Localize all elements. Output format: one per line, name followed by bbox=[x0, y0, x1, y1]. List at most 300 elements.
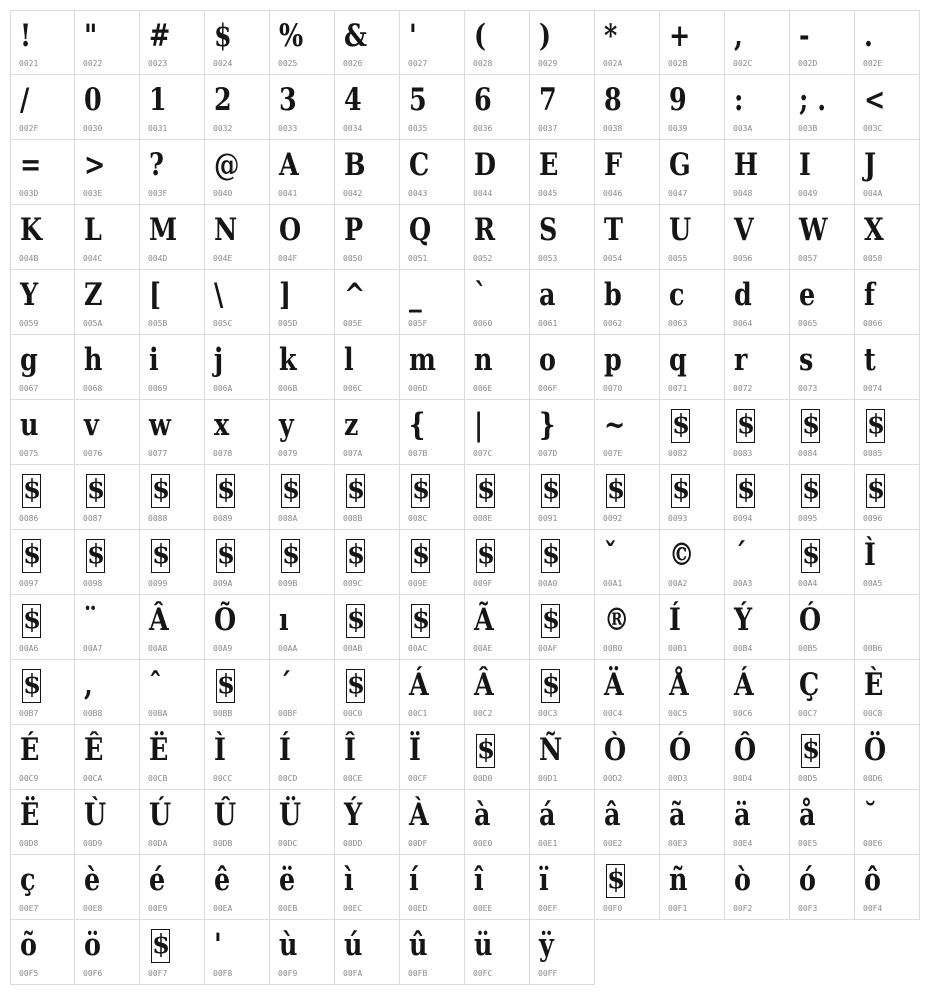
glyph-cell bbox=[595, 205, 660, 270]
glyph-char: è bbox=[84, 862, 101, 898]
glyph-char: , bbox=[84, 667, 93, 703]
glyph-char: $ bbox=[214, 18, 232, 54]
missing-glyph-box: $ bbox=[151, 474, 170, 508]
glyph-cell bbox=[660, 335, 725, 400]
glyph-code: 003C bbox=[863, 124, 883, 133]
glyph-cell bbox=[465, 335, 530, 400]
glyph-code: 008B bbox=[343, 514, 363, 523]
glyph-code: 00C3 bbox=[538, 709, 558, 718]
glyph-code: 004F bbox=[278, 254, 298, 263]
glyph-char: p bbox=[604, 342, 622, 378]
glyph-cell bbox=[595, 270, 660, 335]
glyph-code: 00A9 bbox=[213, 644, 233, 653]
glyph-code: 00F7 bbox=[148, 969, 168, 978]
glyph-cell bbox=[400, 530, 465, 595]
glyph-char: Y bbox=[20, 277, 39, 313]
glyph-cell bbox=[855, 10, 920, 75]
glyph-char: c bbox=[669, 277, 685, 313]
glyph-cell bbox=[75, 205, 140, 270]
glyph-cell bbox=[10, 595, 75, 660]
glyph-cell bbox=[530, 660, 595, 725]
glyph-cell bbox=[530, 920, 595, 985]
glyph-cell bbox=[790, 140, 855, 205]
glyph-cell bbox=[660, 595, 725, 660]
glyph-code: 007B bbox=[408, 449, 428, 458]
glyph-char: õ bbox=[20, 927, 37, 963]
glyph-code: 0023 bbox=[148, 59, 168, 68]
glyph-cell bbox=[400, 465, 465, 530]
glyph-code: 009C bbox=[343, 579, 363, 588]
glyph-char: 6 bbox=[474, 82, 492, 118]
glyph-cell bbox=[75, 465, 140, 530]
glyph-code: 0093 bbox=[668, 514, 688, 523]
glyph-cell bbox=[530, 465, 595, 530]
glyph-cell bbox=[140, 920, 205, 985]
glyph-cell bbox=[270, 855, 335, 920]
missing-glyph-box: $ bbox=[541, 474, 560, 508]
glyph-cell bbox=[595, 335, 660, 400]
missing-glyph-box: $ bbox=[801, 409, 820, 443]
glyph-char: V bbox=[734, 212, 754, 248]
glyph-code: 008A bbox=[278, 514, 298, 523]
glyph-code: 0063 bbox=[668, 319, 688, 328]
glyph-char: A bbox=[279, 147, 299, 183]
glyph-cell bbox=[660, 205, 725, 270]
glyph-char: â bbox=[604, 797, 621, 833]
glyph-code: 005F bbox=[408, 319, 428, 328]
glyph-code: 0086 bbox=[19, 514, 39, 523]
glyph-code: 0065 bbox=[798, 319, 818, 328]
glyph-char: 9 bbox=[669, 82, 687, 118]
glyph-char: 7 bbox=[539, 82, 557, 118]
glyph-cell bbox=[270, 920, 335, 985]
missing-glyph-box: $ bbox=[866, 409, 885, 443]
glyph-cell bbox=[725, 855, 790, 920]
glyph-char: y bbox=[279, 407, 294, 443]
glyph-cell bbox=[335, 10, 400, 75]
glyph-cell bbox=[140, 725, 205, 790]
glyph-code: 0098 bbox=[83, 579, 103, 588]
glyph-char: ö bbox=[84, 927, 101, 963]
glyph-char: D bbox=[474, 147, 497, 183]
glyph-code: 00EF bbox=[538, 904, 558, 913]
glyph-cell bbox=[725, 595, 790, 660]
glyph-code: 0034 bbox=[343, 124, 363, 133]
glyph-code: 00F4 bbox=[863, 904, 883, 913]
glyph-char: F bbox=[604, 147, 623, 183]
glyph-code: 004A bbox=[863, 189, 883, 198]
glyph-char: f bbox=[864, 277, 875, 313]
glyph-cell bbox=[270, 660, 335, 725]
glyph-char: - bbox=[799, 18, 810, 54]
glyph-code: 0035 bbox=[408, 124, 428, 133]
glyph-char: Â bbox=[474, 667, 494, 703]
glyph-code: 00F8 bbox=[213, 969, 233, 978]
glyph-cell bbox=[465, 725, 530, 790]
glyph-char: k bbox=[279, 342, 297, 378]
glyph-char: U bbox=[669, 212, 692, 248]
glyph-code: 00DF bbox=[408, 839, 428, 848]
glyph-cell bbox=[400, 725, 465, 790]
glyph-cell bbox=[725, 335, 790, 400]
glyph-cell bbox=[660, 75, 725, 140]
glyph-code: 00D2 bbox=[603, 774, 623, 783]
glyph-char: û bbox=[409, 927, 428, 963]
glyph-char: P bbox=[344, 212, 364, 248]
glyph-char: % bbox=[279, 18, 304, 54]
glyph-code: 0054 bbox=[603, 254, 623, 263]
glyph-cell bbox=[660, 465, 725, 530]
missing-glyph-box: $ bbox=[606, 474, 625, 508]
glyph-code: 00E6 bbox=[863, 839, 883, 848]
glyph-cell bbox=[595, 790, 660, 855]
glyph-cell bbox=[335, 75, 400, 140]
glyph-char: M bbox=[149, 212, 178, 248]
glyph-code: 00FF bbox=[538, 969, 558, 978]
glyph-char: > bbox=[84, 147, 106, 183]
glyph-char: ( bbox=[474, 18, 487, 54]
glyph-char: Á bbox=[734, 667, 754, 703]
missing-glyph-box: $ bbox=[281, 539, 300, 573]
glyph-cell bbox=[465, 595, 530, 660]
glyph-cell bbox=[75, 335, 140, 400]
glyph-char: W bbox=[799, 212, 828, 248]
glyph-code: 00A5 bbox=[863, 579, 883, 588]
glyph-code: 00C2 bbox=[473, 709, 493, 718]
glyph-char: m bbox=[409, 342, 436, 378]
glyph-cell bbox=[270, 595, 335, 660]
glyph-code: 00AA bbox=[278, 644, 298, 653]
glyph-cell bbox=[205, 790, 270, 855]
glyph-code: 00B0 bbox=[603, 644, 623, 653]
glyph-cell bbox=[530, 335, 595, 400]
glyph-code: 0042 bbox=[343, 189, 363, 198]
glyph-code: 0075 bbox=[19, 449, 39, 458]
glyph-code: 00F1 bbox=[668, 904, 688, 913]
glyph-cell bbox=[465, 920, 530, 985]
glyph-code: 0084 bbox=[798, 449, 818, 458]
glyph-code: 00B7 bbox=[19, 709, 39, 718]
glyph-cell bbox=[595, 75, 660, 140]
glyph-code: 0044 bbox=[473, 189, 493, 198]
glyph-cell bbox=[205, 10, 270, 75]
glyph-cell bbox=[400, 855, 465, 920]
glyph-cell bbox=[10, 75, 75, 140]
glyph-code: 00D4 bbox=[733, 774, 753, 783]
glyph-code: 0056 bbox=[733, 254, 753, 263]
glyph-cell bbox=[530, 140, 595, 205]
missing-glyph-box: $ bbox=[22, 474, 41, 508]
glyph-char: ü bbox=[474, 927, 493, 963]
glyph-char: ÿ bbox=[539, 927, 554, 963]
glyph-cell bbox=[205, 400, 270, 465]
missing-glyph-box: $ bbox=[736, 474, 755, 508]
missing-glyph-box: $ bbox=[346, 669, 365, 703]
glyph-code: 00E0 bbox=[473, 839, 493, 848]
glyph-char: C bbox=[409, 147, 430, 183]
glyph-code: 00B8 bbox=[83, 709, 103, 718]
glyph-char: l bbox=[344, 342, 354, 378]
glyph-code: 003E bbox=[83, 189, 103, 198]
glyph-cell bbox=[595, 725, 660, 790]
glyph-char: á bbox=[539, 797, 556, 833]
glyph-code: 00BA bbox=[148, 709, 168, 718]
glyph-code: 0032 bbox=[213, 124, 233, 133]
glyph-char: ı bbox=[279, 602, 289, 638]
glyph-cell bbox=[465, 140, 530, 205]
glyph-cell bbox=[465, 270, 530, 335]
glyph-char: ó bbox=[799, 862, 816, 898]
glyph-char: ' bbox=[214, 927, 222, 963]
glyph-code: 0055 bbox=[668, 254, 688, 263]
glyph-code: 00DB bbox=[213, 839, 233, 848]
glyph-char: ® bbox=[604, 602, 630, 638]
glyph-code: 009B bbox=[278, 579, 298, 588]
glyph-char: B bbox=[344, 147, 366, 183]
missing-glyph-box: $ bbox=[736, 409, 755, 443]
glyph-cell bbox=[335, 400, 400, 465]
glyph-code: 0060 bbox=[473, 319, 493, 328]
glyph-cell bbox=[790, 400, 855, 465]
glyph-code: 0061 bbox=[538, 319, 558, 328]
glyph-cell bbox=[75, 790, 140, 855]
glyph-code: 009A bbox=[213, 579, 233, 588]
glyph-cell bbox=[10, 400, 75, 465]
glyph-char: È bbox=[864, 667, 884, 703]
glyph-code: 004D bbox=[148, 254, 168, 263]
glyph-cell bbox=[725, 75, 790, 140]
glyph-char: ì bbox=[344, 862, 354, 898]
glyph-char: i bbox=[149, 342, 159, 378]
glyph-code: 007A bbox=[343, 449, 363, 458]
glyph-cell bbox=[75, 75, 140, 140]
glyph-cell bbox=[140, 140, 205, 205]
glyph-code: 006D bbox=[408, 384, 428, 393]
glyph-cell bbox=[660, 270, 725, 335]
glyph-cell bbox=[855, 465, 920, 530]
glyph-code: 0048 bbox=[733, 189, 753, 198]
glyph-char: * bbox=[604, 18, 618, 54]
glyph-char: ! bbox=[20, 18, 32, 54]
glyph-char: \ bbox=[214, 277, 224, 313]
glyph-code: 006C bbox=[343, 384, 363, 393]
glyph-char: ~ bbox=[604, 407, 626, 443]
glyph-char: ˇ bbox=[604, 537, 617, 573]
glyph-cell bbox=[725, 400, 790, 465]
glyph-code: 0036 bbox=[473, 124, 493, 133]
glyph-cell bbox=[595, 10, 660, 75]
glyph-code: 0083 bbox=[733, 449, 753, 458]
glyph-cell bbox=[400, 75, 465, 140]
glyph-cell bbox=[725, 790, 790, 855]
glyph-cell bbox=[465, 855, 530, 920]
glyph-char: ã bbox=[669, 797, 686, 833]
glyph-code: 0068 bbox=[83, 384, 103, 393]
glyph-char: 5 bbox=[409, 82, 427, 118]
glyph-cell bbox=[725, 10, 790, 75]
glyph-cell bbox=[855, 75, 920, 140]
glyph-code: 00DD bbox=[343, 839, 363, 848]
glyph-char: å bbox=[799, 797, 816, 833]
glyph-code: 00D5 bbox=[798, 774, 818, 783]
glyph-code: 00F3 bbox=[798, 904, 818, 913]
glyph-char: ˘ bbox=[864, 797, 877, 833]
glyph-code: 00A4 bbox=[798, 579, 818, 588]
glyph-cell bbox=[790, 205, 855, 270]
glyph-char: 0 bbox=[84, 82, 102, 118]
glyph-char: Ó bbox=[799, 602, 822, 638]
glyph-code: 00E3 bbox=[668, 839, 688, 848]
glyph-code: 009E bbox=[408, 579, 428, 588]
glyph-code: 00D0 bbox=[473, 774, 493, 783]
glyph-code: 0021 bbox=[19, 59, 39, 68]
glyph-cell bbox=[75, 400, 140, 465]
glyph-code: 00F6 bbox=[83, 969, 103, 978]
glyph-char: ò bbox=[734, 862, 751, 898]
glyph-cell bbox=[270, 790, 335, 855]
glyph-code: 00EA bbox=[213, 904, 233, 913]
missing-glyph-box: $ bbox=[801, 539, 820, 573]
missing-glyph-box: $ bbox=[541, 669, 560, 703]
glyph-cell bbox=[270, 465, 335, 530]
glyph-char: À bbox=[409, 797, 429, 833]
glyph-code: 0099 bbox=[148, 579, 168, 588]
glyph-char: q bbox=[669, 342, 687, 378]
glyph-char: ; . bbox=[799, 82, 827, 118]
glyph-cell bbox=[10, 660, 75, 725]
glyph-code: 004B bbox=[19, 254, 39, 263]
glyph-cell bbox=[855, 270, 920, 335]
glyph-code: 00AF bbox=[538, 644, 558, 653]
glyph-char: & bbox=[344, 18, 367, 54]
glyph-cell bbox=[10, 855, 75, 920]
glyph-cell bbox=[855, 530, 920, 595]
glyph-code: 00BF bbox=[278, 709, 298, 718]
glyph-cell bbox=[725, 140, 790, 205]
glyph-cell bbox=[270, 400, 335, 465]
glyph-cell bbox=[400, 660, 465, 725]
glyph-cell bbox=[530, 595, 595, 660]
glyph-cell bbox=[10, 10, 75, 75]
glyph-cell bbox=[790, 75, 855, 140]
glyph-char: } bbox=[539, 407, 556, 443]
glyph-cell bbox=[10, 335, 75, 400]
glyph-cell bbox=[660, 400, 725, 465]
glyph-code: 002B bbox=[668, 59, 688, 68]
glyph-code: 00FA bbox=[343, 969, 363, 978]
glyph-cell bbox=[75, 595, 140, 660]
missing-glyph-box: $ bbox=[801, 474, 820, 508]
glyph-code: 0046 bbox=[603, 189, 623, 198]
glyph-code: 0074 bbox=[863, 384, 883, 393]
glyph-cell bbox=[790, 855, 855, 920]
glyph-char: Ç bbox=[799, 667, 820, 703]
glyph-char: o bbox=[539, 342, 556, 378]
glyph-cell bbox=[465, 790, 530, 855]
glyph-cell bbox=[465, 660, 530, 725]
glyph-cell bbox=[205, 335, 270, 400]
glyph-cell bbox=[270, 725, 335, 790]
missing-glyph-box: $ bbox=[346, 604, 365, 638]
glyph-char: < bbox=[864, 82, 886, 118]
glyph-cell bbox=[335, 140, 400, 205]
glyph-cell bbox=[790, 660, 855, 725]
glyph-cell bbox=[270, 205, 335, 270]
glyph-cell bbox=[10, 790, 75, 855]
glyph-code: 00AC bbox=[408, 644, 428, 653]
glyph-char: © bbox=[669, 537, 695, 573]
glyph-code: 0076 bbox=[83, 449, 103, 458]
glyph-code: 006A bbox=[213, 384, 233, 393]
glyph-char: 1 bbox=[149, 82, 167, 118]
glyph-cell bbox=[205, 725, 270, 790]
glyph-cell bbox=[400, 335, 465, 400]
glyph-code: 0029 bbox=[538, 59, 558, 68]
glyph-char: ë bbox=[279, 862, 296, 898]
glyph-cell bbox=[140, 790, 205, 855]
glyph-char: Z bbox=[84, 277, 103, 313]
glyph-char: Q bbox=[409, 212, 432, 248]
glyph-char: 4 bbox=[344, 82, 362, 118]
glyph-code: 0088 bbox=[148, 514, 168, 523]
glyph-code: 005C bbox=[213, 319, 233, 328]
glyph-char: = bbox=[20, 147, 42, 183]
glyph-code: 0066 bbox=[863, 319, 883, 328]
glyph-cell bbox=[790, 725, 855, 790]
glyph-code: 00D6 bbox=[863, 774, 883, 783]
glyph-cell bbox=[790, 530, 855, 595]
glyph-code: 00ED bbox=[408, 904, 428, 913]
glyph-code: 005E bbox=[343, 319, 363, 328]
glyph-char: Í bbox=[669, 602, 681, 638]
glyph-code: 0085 bbox=[863, 449, 883, 458]
glyph-char: Ï bbox=[409, 732, 421, 768]
glyph-char: 2 bbox=[214, 82, 232, 118]
glyph-cell bbox=[335, 335, 400, 400]
glyph-cell bbox=[400, 920, 465, 985]
glyph-code: 0050 bbox=[343, 254, 363, 263]
glyph-code: 0072 bbox=[733, 384, 753, 393]
glyph-code: 0094 bbox=[733, 514, 753, 523]
glyph-cell bbox=[140, 10, 205, 75]
glyph-char: j bbox=[214, 342, 224, 378]
glyph-char: a bbox=[539, 277, 556, 313]
glyph-cell bbox=[595, 140, 660, 205]
glyph-cell bbox=[530, 205, 595, 270]
missing-glyph-box: $ bbox=[671, 474, 690, 508]
glyph-char: T bbox=[604, 212, 623, 248]
glyph-char: d bbox=[734, 277, 752, 313]
glyph-char: : bbox=[734, 82, 744, 118]
glyph-code: 002A bbox=[603, 59, 623, 68]
glyph-code: 0043 bbox=[408, 189, 428, 198]
missing-glyph-box: $ bbox=[801, 734, 820, 768]
missing-glyph-box: $ bbox=[476, 474, 495, 508]
glyph-cell bbox=[855, 205, 920, 270]
glyph-char: " bbox=[84, 18, 98, 54]
glyph-cell bbox=[855, 725, 920, 790]
glyph-cell bbox=[270, 270, 335, 335]
glyph-char: ô bbox=[864, 862, 881, 898]
glyph-code: 00B6 bbox=[863, 644, 883, 653]
glyph-code: 00DC bbox=[278, 839, 298, 848]
glyph-cell bbox=[465, 530, 530, 595]
glyph-code: 002D bbox=[798, 59, 818, 68]
glyph-cell bbox=[660, 855, 725, 920]
glyph-code: 00CE bbox=[343, 774, 363, 783]
glyph-char: ? bbox=[149, 147, 164, 183]
glyph-char: s bbox=[799, 342, 814, 378]
